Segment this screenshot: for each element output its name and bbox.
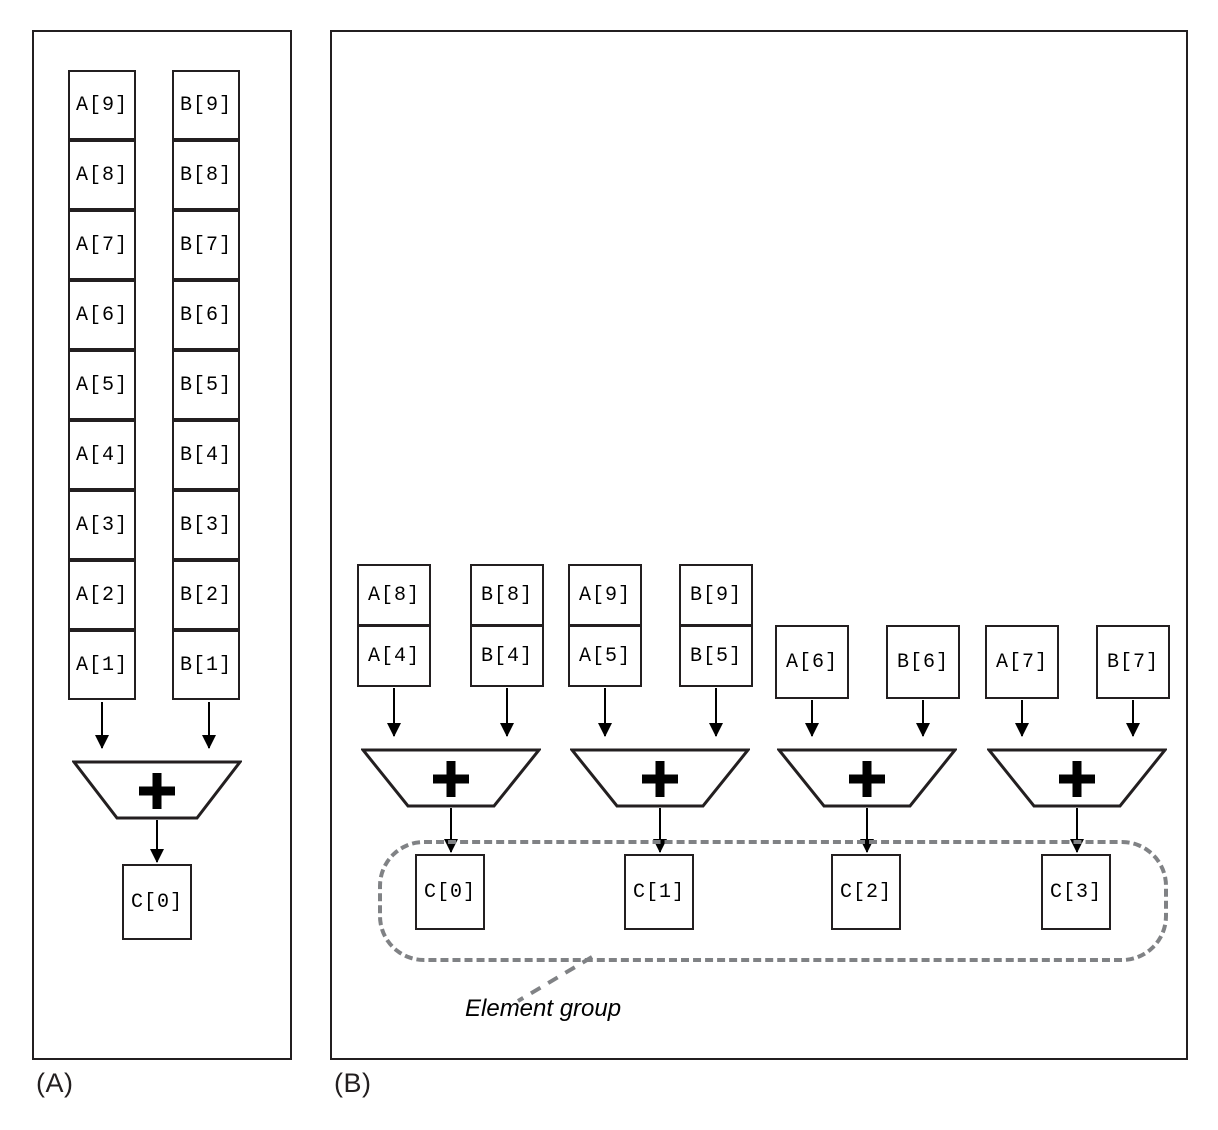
panel-b-label: (B): [334, 1068, 372, 1098]
cell-b5-lane2: B[5]: [679, 625, 753, 687]
arrow-a-to-adder: [101, 702, 103, 748]
cell-a4: A[4]: [68, 420, 136, 490]
cell-b2: B[2]: [172, 560, 240, 630]
cell-b4: B[4]: [172, 420, 240, 490]
cell-a6-lane3: A[6]: [775, 625, 849, 699]
arrow-b-to-adder: [208, 702, 210, 748]
arrow-a-lane1: [393, 688, 395, 736]
cell-b9-lane2: B[9]: [679, 564, 753, 626]
adder-lane1: [361, 748, 541, 808]
adder-lane3: [777, 748, 957, 808]
arrow-a-lane3: [811, 700, 813, 736]
cell-a7: A[7]: [68, 210, 136, 280]
cell-c0-panel-a: C[0]: [122, 864, 192, 940]
cell-b8-lane1: B[8]: [470, 564, 544, 626]
cell-a6: A[6]: [68, 280, 136, 350]
cell-b3: B[3]: [172, 490, 240, 560]
adder-a: [72, 760, 242, 820]
cell-b7-lane4: B[7]: [1096, 625, 1170, 699]
arrow-a-lane2: [604, 688, 606, 736]
arrow-b-lane1: [506, 688, 508, 736]
cell-b9: B[9]: [172, 70, 240, 140]
cell-a1: A[1]: [68, 630, 136, 700]
cell-a3: A[3]: [68, 490, 136, 560]
cell-b1: B[1]: [172, 630, 240, 700]
arrow-b-lane4: [1132, 700, 1134, 736]
cell-a5: A[5]: [68, 350, 136, 420]
cell-a2: A[2]: [68, 560, 136, 630]
element-group-label: Element group: [465, 995, 622, 1022]
arrow-b-lane2: [715, 688, 717, 736]
cell-a5-lane2: A[5]: [568, 625, 642, 687]
cell-c3: C[3]: [1041, 854, 1111, 930]
arrow-b-lane3: [922, 700, 924, 736]
cell-c2: C[2]: [831, 854, 901, 930]
arrow-a-lane4: [1021, 700, 1023, 736]
element-group-outline: [378, 840, 1168, 962]
cell-b5: B[5]: [172, 350, 240, 420]
cell-a7-lane4: A[7]: [985, 625, 1059, 699]
cell-a9-lane2: A[9]: [568, 564, 642, 626]
cell-b6-lane3: B[6]: [886, 625, 960, 699]
cell-a9: A[9]: [68, 70, 136, 140]
cell-a8: A[8]: [68, 140, 136, 210]
cell-a4-lane1: A[4]: [357, 625, 431, 687]
cell-a8-lane1: A[8]: [357, 564, 431, 626]
cell-c0-panel-b: C[0]: [415, 854, 485, 930]
cell-b4-lane1: B[4]: [470, 625, 544, 687]
adder-lane2: [570, 748, 750, 808]
cell-b8: B[8]: [172, 140, 240, 210]
arrow-adder-to-c0: [156, 820, 158, 862]
cell-b7: B[7]: [172, 210, 240, 280]
panel-a-label: (A): [36, 1068, 74, 1098]
cell-b6: B[6]: [172, 280, 240, 350]
adder-lane4: [987, 748, 1167, 808]
cell-c1: C[1]: [624, 854, 694, 930]
